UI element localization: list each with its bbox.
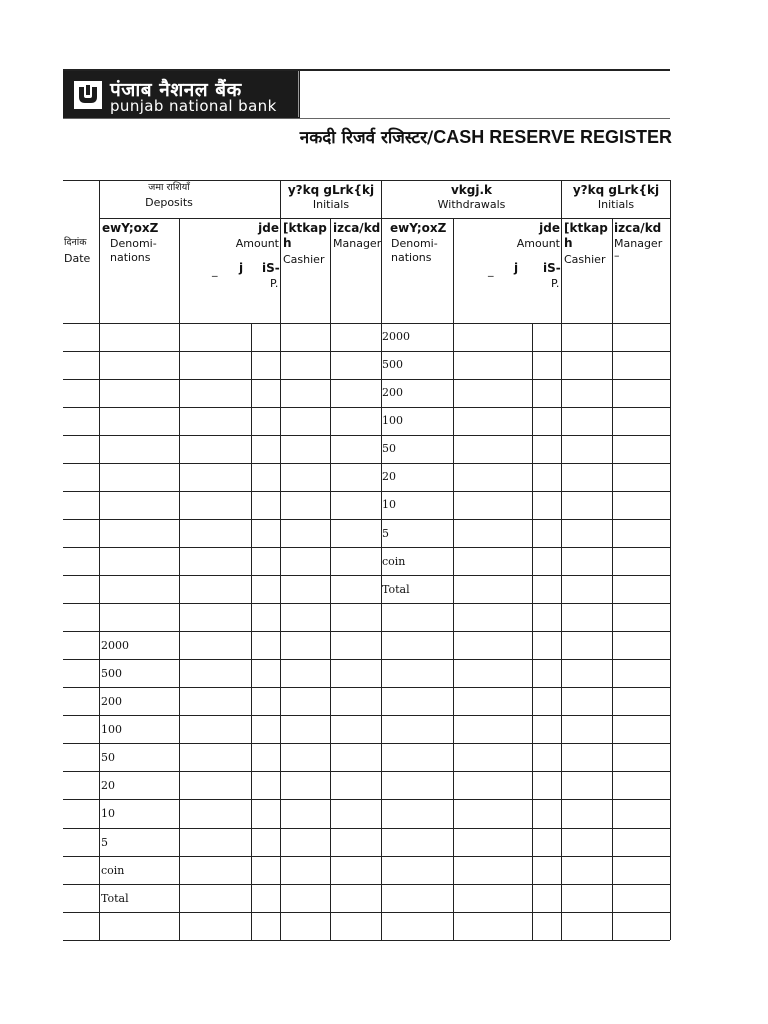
column-line — [612, 218, 613, 940]
column-line — [179, 218, 180, 940]
deposit-row-label: 2000 — [101, 639, 129, 652]
initials-right-code: y?kq gLrk{kj — [572, 183, 660, 197]
withdrawal-row-label: 2000 — [382, 330, 410, 343]
withdrawal-row-label: 50 — [382, 442, 396, 455]
cashier-right-label: Cashier — [564, 253, 606, 266]
column-line — [99, 180, 100, 940]
title-english: CASH RESERVE REGISTER — [433, 127, 672, 147]
cashier-right-code-1: [ktkap — [564, 221, 608, 235]
column-line — [670, 180, 671, 940]
table-row-line — [63, 491, 670, 492]
withdrawal-paise-code: iS- — [543, 261, 561, 275]
column-line — [381, 180, 382, 940]
deposit-paise-code: iS- — [262, 261, 280, 275]
table-row-line — [63, 603, 670, 604]
table-top-border — [63, 180, 670, 181]
withdrawal-dash: _ — [488, 264, 494, 277]
table-row-line — [63, 659, 670, 660]
deposit-denom-label-1: Denomi- — [110, 237, 157, 250]
logo-hindi-text: पंजाब नैशनल बैंक — [110, 79, 242, 101]
withdrawal-row-label: coin — [382, 555, 406, 568]
table-row-line — [63, 407, 670, 408]
withdrawal-paise-label: P. — [551, 277, 560, 290]
table-row-line — [63, 435, 670, 436]
withdrawal-row-label: 10 — [382, 498, 396, 511]
deposit-dash: _ — [212, 264, 218, 277]
deposit-row-label: 10 — [101, 807, 115, 820]
cashier-left-code-2: h — [283, 236, 292, 250]
initials-right-label: Initials — [597, 198, 635, 211]
table-row-line — [63, 940, 670, 941]
manager-left-label: Manager — [333, 237, 382, 250]
table-row-line — [63, 519, 670, 520]
subheader-divider — [99, 218, 670, 219]
deposit-amount-code: jde — [258, 221, 279, 235]
manager-right-dash: – — [614, 249, 620, 262]
withdrawal-row-label: 200 — [382, 386, 403, 399]
withdrawals-label: Withdrawals — [437, 198, 506, 211]
cashier-left-code-1: [ktkap — [283, 221, 327, 235]
table-row-line — [63, 828, 670, 829]
table-row-line — [63, 547, 670, 548]
column-line — [453, 218, 454, 940]
deposit-denom-label-2: nations — [110, 251, 151, 264]
table-row-line — [63, 856, 670, 857]
table-row-line — [63, 631, 670, 632]
deposit-denom-code: ewY;oxZ — [102, 221, 159, 235]
date-hindi-label: दिनांक — [64, 237, 87, 248]
deposit-rupee-code: j — [239, 261, 244, 275]
withdrawals-code: vkgj.k — [450, 183, 493, 197]
title-hindi: नकदी रिजर्व रजिस्टर/ — [299, 128, 434, 148]
logo-english-text: punjab national bank — [110, 97, 277, 115]
table-row-line — [63, 912, 670, 913]
column-line — [251, 323, 252, 940]
withdrawal-row-label: Total — [382, 583, 410, 596]
withdrawal-row-label: 100 — [382, 414, 403, 427]
withdrawal-amount-label: Amount — [516, 237, 560, 250]
cashier-left-label: Cashier — [283, 253, 325, 266]
table-row-line — [63, 771, 670, 772]
cashier-right-code-2: h — [564, 236, 573, 250]
table-row-line — [63, 351, 670, 352]
table-row-line — [63, 743, 670, 744]
table-row-line — [63, 463, 670, 464]
table-row-line — [63, 687, 670, 688]
deposits-label: Deposits — [145, 196, 193, 209]
deposit-row-label: 100 — [101, 723, 122, 736]
table-row-line — [63, 379, 670, 380]
deposit-amount-label: Amount — [235, 237, 279, 250]
column-line — [280, 180, 281, 940]
table-row-line — [63, 575, 670, 576]
withdrawal-amount-code: jde — [539, 221, 560, 235]
column-line — [561, 180, 562, 940]
deposits-hindi-label: जमा राशियाँ — [148, 182, 190, 193]
withdrawal-denom-code: ewY;oxZ — [390, 221, 447, 235]
date-label: Date — [64, 252, 91, 265]
withdrawal-denom-label-1: Denomi- — [391, 237, 438, 250]
table-row-line — [63, 715, 670, 716]
withdrawal-denom-label-2: nations — [391, 251, 432, 264]
deposit-row-label: coin — [101, 864, 125, 877]
manager-right-label: Manager — [614, 237, 663, 250]
withdrawal-row-label: 20 — [382, 470, 396, 483]
deposit-row-label: 20 — [101, 779, 115, 792]
deposit-row-label: 5 — [101, 836, 108, 849]
deposit-row-label: 500 — [101, 667, 122, 680]
deposit-row-label: 50 — [101, 751, 115, 764]
initials-left-label: Initials — [312, 198, 350, 211]
manager-right-code: izca/kd — [614, 221, 662, 235]
table-row-line — [63, 884, 670, 885]
deposit-row-label: 200 — [101, 695, 122, 708]
column-line — [330, 218, 331, 940]
withdrawal-rupee-code: j — [514, 261, 519, 275]
header-bottom-border — [63, 323, 670, 324]
deposit-paise-label: P. — [270, 277, 279, 290]
manager-left-code: izca/kd — [333, 221, 381, 235]
deposit-row-label: Total — [101, 892, 129, 905]
initials-left-code: y?kq gLrk{kj — [287, 183, 375, 197]
withdrawal-row-label: 500 — [382, 358, 403, 371]
table-row-line — [63, 799, 670, 800]
column-line — [532, 323, 533, 940]
withdrawal-row-label: 5 — [382, 527, 389, 540]
